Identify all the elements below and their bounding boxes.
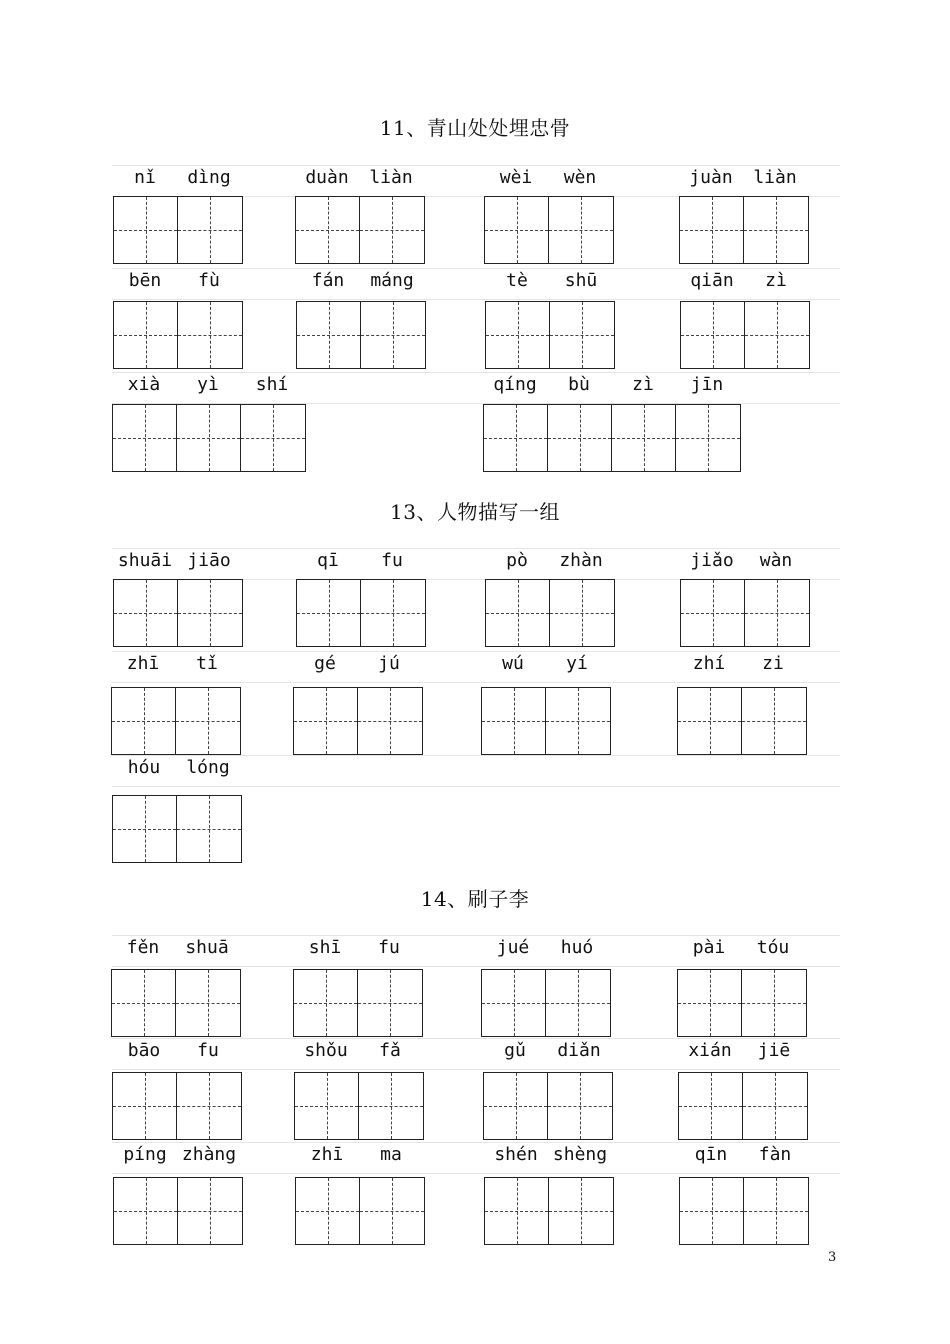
pinyin-syllable: xián [688,1040,732,1061]
tian-zi-ge-cell[interactable] [114,1178,178,1244]
character-writing-grid[interactable] [113,196,243,264]
pinyin-syllable: wèn [563,167,597,188]
tian-zi-ge-cell[interactable] [743,1073,807,1139]
tian-zi-ge-cell[interactable] [358,970,422,1036]
tian-zi-ge-cell[interactable] [745,302,809,368]
pinyin-syllable: píng [123,1144,167,1165]
pinyin-syllable: fu [197,1040,219,1061]
tian-zi-ge-cell[interactable] [297,302,361,368]
tian-zi-ge-cell[interactable] [176,688,240,754]
pinyin-syllable: fěn [126,937,160,958]
character-writing-grid[interactable] [481,687,611,755]
tian-zi-ge-cell[interactable] [678,970,742,1036]
tian-zi-ge-cell[interactable] [177,405,241,471]
pinyin-syllable: zì [765,270,787,291]
pinyin-syllable: shèng [552,1144,608,1165]
section-title: 13、人物描写一组 [390,500,560,524]
pinyin-syllable: fu [378,937,400,958]
tian-zi-ge-cell[interactable] [358,688,422,754]
character-writing-grid[interactable] [296,579,426,647]
tian-zi-ge-cell[interactable] [294,970,358,1036]
pinyin-syllable: shǒu [304,1040,348,1061]
tian-zi-ge-cell[interactable] [113,1073,177,1139]
pinyin-syllable: bēn [128,270,162,291]
tian-zi-ge-cell[interactable] [178,1178,242,1244]
tian-zi-ge-cell[interactable] [296,197,360,263]
pinyin-syllable: wèi [499,167,533,188]
character-writing-grid[interactable] [113,301,243,369]
character-writing-grid[interactable] [295,1177,425,1245]
character-writing-grid[interactable] [678,1072,808,1140]
character-writing-grid[interactable] [112,404,306,472]
character-writing-grid[interactable] [484,196,614,264]
pinyin-syllable: fǎ [379,1040,401,1061]
tian-zi-ge-cell[interactable] [486,580,550,646]
pinyin-syllable: máng [370,270,414,291]
tian-zi-ge-cell[interactable] [550,302,614,368]
pinyin-syllable: liàn [753,167,797,188]
tian-zi-ge-cell[interactable] [178,197,242,263]
pinyin-syllable: zhàn [559,550,603,571]
pinyin-syllable: shuā [185,937,229,958]
pinyin-syllable: gǔ [504,1040,526,1061]
tian-zi-ge-cell[interactable] [359,1073,423,1139]
pinyin-syllable: qíng [493,374,537,395]
tian-zi-ge-cell[interactable] [742,688,806,754]
character-writing-grid[interactable] [677,687,807,755]
page-number: 3 [828,1250,837,1265]
tian-zi-ge-cell[interactable] [546,688,610,754]
pinyin-syllable: zhí [692,653,726,674]
pinyin-syllable: juàn [689,167,733,188]
pinyin-syllable: wú [502,653,524,674]
pinyin-syllable: shū [564,270,598,291]
tian-zi-ge-cell[interactable] [297,580,361,646]
pinyin-syllable: shí [255,374,289,395]
pinyin-syllable: shén [494,1144,538,1165]
tian-zi-ge-cell[interactable] [361,580,425,646]
pinyin-syllable: yí [566,653,588,674]
pinyin-syllable: fàn [758,1144,792,1165]
pinyin-syllable: liàn [369,167,413,188]
character-writing-grid[interactable] [111,687,241,755]
tian-zi-ge-cell[interactable] [744,197,808,263]
pinyin-syllable: yì [197,374,219,395]
character-writing-grid[interactable] [483,1072,613,1140]
tian-zi-ge-cell[interactable] [486,302,550,368]
tian-zi-ge-cell[interactable] [114,580,178,646]
character-writing-grid[interactable] [113,579,243,647]
pinyin-syllable: gé [314,653,336,674]
character-writing-grid[interactable] [679,196,809,264]
tian-zi-ge-cell[interactable] [485,197,549,263]
character-writing-grid[interactable] [295,196,425,264]
pinyin-syllable: zì [632,374,654,395]
tian-zi-ge-cell[interactable] [113,796,177,862]
tian-zi-ge-cell[interactable] [549,197,613,263]
tian-zi-ge-cell[interactable] [482,688,546,754]
pinyin-syllable: qī [317,550,339,571]
character-writing-grid[interactable] [113,1177,243,1245]
character-writing-grid[interactable] [293,687,423,755]
tian-zi-ge-cell[interactable] [548,405,612,471]
tian-zi-ge-cell[interactable] [550,580,614,646]
tian-zi-ge-cell[interactable] [112,688,176,754]
pinyin-syllable: diǎn [557,1040,601,1061]
tian-zi-ge-cell[interactable] [676,405,740,471]
tian-zi-ge-cell[interactable] [177,796,241,862]
tian-zi-ge-cell[interactable] [680,1178,744,1244]
pinyin-syllable: jiē [757,1040,791,1061]
tian-zi-ge-cell[interactable] [296,1178,360,1244]
tian-zi-ge-cell[interactable] [679,1073,743,1139]
pinyin-syllable: ma [380,1144,402,1165]
tian-zi-ge-cell[interactable] [742,970,806,1036]
character-writing-grid[interactable] [296,301,426,369]
pinyin-syllable: pài [692,937,726,958]
tian-zi-ge-cell[interactable] [177,1073,241,1139]
pinyin-syllable: fù [198,270,220,291]
pinyin-syllable: nǐ [134,167,156,188]
tian-zi-ge-cell[interactable] [546,970,610,1036]
pinyin-syllable: jué [496,937,530,958]
tian-zi-ge-cell[interactable] [113,405,177,471]
pinyin-syllable: jú [378,653,400,674]
pinyin-syllable: shī [308,937,342,958]
tian-zi-ge-cell[interactable] [114,197,178,263]
pinyin-syllable: hóu [127,757,161,778]
tian-zi-ge-cell[interactable] [745,580,809,646]
pinyin-syllable: zhī [126,653,160,674]
tian-zi-ge-cell[interactable] [178,580,242,646]
tian-zi-ge-cell[interactable] [744,1178,808,1244]
pinyin-syllable: shuāi [117,550,173,571]
tian-zi-ge-cell[interactable] [548,1073,612,1139]
tian-zi-ge-cell[interactable] [549,1178,613,1244]
character-writing-grid[interactable] [485,579,615,647]
pinyin-syllable: zi [762,653,784,674]
tian-zi-ge-cell[interactable] [484,405,548,471]
tian-zi-ge-cell[interactable] [680,197,744,263]
tian-zi-ge-cell[interactable] [678,688,742,754]
character-writing-grid[interactable] [680,579,810,647]
pinyin-syllable: lóng [186,757,230,778]
tian-zi-ge-cell[interactable] [484,1073,548,1139]
character-writing-grid[interactable] [677,969,807,1037]
tian-zi-ge-cell[interactable] [114,302,178,368]
pinyin-syllable: jīn [690,374,724,395]
pinyin-syllable: zhàng [181,1144,237,1165]
pinyin-syllable: pò [506,550,528,571]
pinyin-syllable: tóu [756,937,790,958]
tian-zi-ge-cell[interactable] [482,970,546,1036]
section-title: 11、青山处处埋忠骨 [379,116,571,140]
pinyin-syllable: tǐ [196,653,218,674]
tian-zi-ge-cell[interactable] [241,405,305,471]
character-writing-grid[interactable] [483,404,741,472]
pinyin-syllable: wàn [759,550,793,571]
pinyin-syllable: bāo [127,1040,161,1061]
pinyin-syllable: qīn [694,1144,728,1165]
pinyin-syllable: xià [127,374,161,395]
character-writing-grid[interactable] [680,301,810,369]
tian-zi-ge-cell[interactable] [360,1178,424,1244]
tian-zi-ge-cell[interactable] [295,1073,359,1139]
pinyin-syllable: tè [506,270,528,291]
pinyin-syllable: bù [568,374,590,395]
tian-zi-ge-cell[interactable] [681,302,745,368]
pinyin-syllable: qiān [690,270,734,291]
pinyin-syllable: zhī [310,1144,344,1165]
character-writing-grid[interactable] [294,1072,424,1140]
tian-zi-ge-cell[interactable] [612,405,676,471]
section-title: 14、刷子李 [420,887,530,911]
pinyin-syllable: dìng [187,167,231,188]
tian-zi-ge-cell[interactable] [681,580,745,646]
tian-zi-ge-cell[interactable] [112,970,176,1036]
pinyin-syllable: huó [560,937,594,958]
character-writing-grid[interactable] [679,1177,809,1245]
tian-zi-ge-cell[interactable] [360,197,424,263]
tian-zi-ge-cell[interactable] [176,970,240,1036]
pinyin-syllable: fán [311,270,345,291]
pinyin-syllable: fu [381,550,403,571]
character-writing-grid[interactable] [111,969,241,1037]
character-writing-grid[interactable] [112,795,242,863]
pinyin-syllable: jiāo [187,550,231,571]
pinyin-syllable: jiǎo [690,550,734,571]
tian-zi-ge-cell[interactable] [178,302,242,368]
character-writing-grid[interactable] [112,1072,242,1140]
character-writing-grid[interactable] [485,301,615,369]
character-writing-grid[interactable] [293,969,423,1037]
tian-zi-ge-cell[interactable] [294,688,358,754]
character-writing-grid[interactable] [484,1177,614,1245]
tian-zi-ge-cell[interactable] [485,1178,549,1244]
pinyin-syllable: duàn [305,167,349,188]
character-writing-grid[interactable] [481,969,611,1037]
tian-zi-ge-cell[interactable] [361,302,425,368]
